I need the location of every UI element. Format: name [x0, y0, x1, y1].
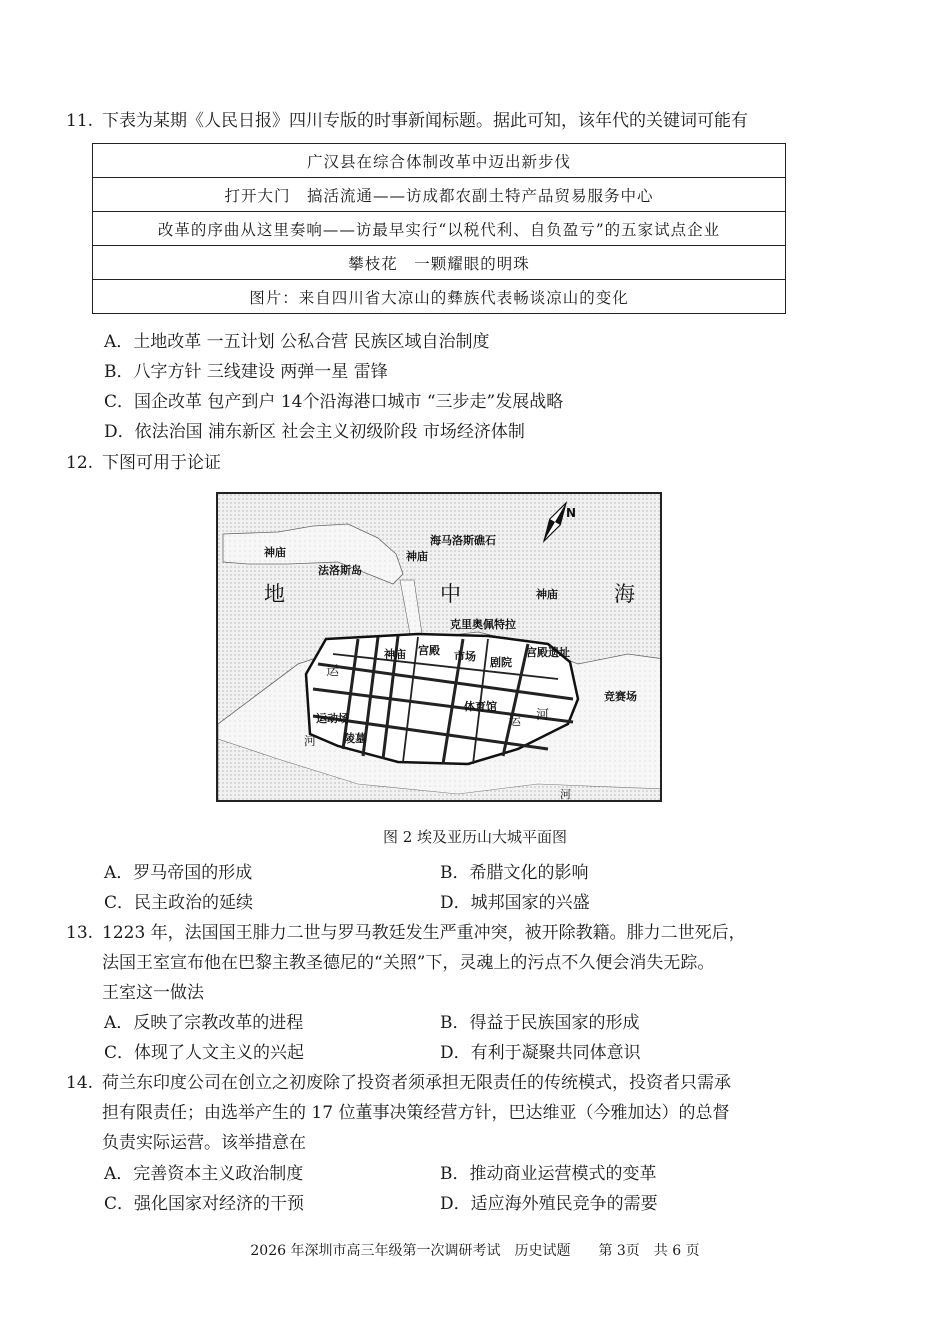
label-sea-hai: 海	[614, 582, 635, 606]
q11-headline-2: 打开大门 搞活流通——访成都农副土特产品贸易服务中心	[93, 178, 786, 212]
q13-option-a: A．反映了宗教改革的进程	[104, 1013, 304, 1033]
label-sea-zhong: 中	[440, 582, 461, 606]
q14-line-3: 负责实际运营。该举措意在	[102, 1133, 306, 1153]
q11-option-a: A．土地改革 一五计划 公私合营 民族区域自治制度	[104, 332, 490, 352]
q14-option-c: C．强化国家对经济的干预	[104, 1194, 305, 1214]
q13-option-d: D．有利于凝聚共同体意识	[440, 1043, 641, 1063]
label-faluosi: 法洛斯岛	[318, 564, 362, 577]
label-palace-1: 宫殿	[418, 644, 440, 657]
label-canal-he-2: 河	[304, 734, 317, 748]
label-temple-2: 神庙	[406, 550, 428, 563]
label-north: N	[566, 506, 577, 520]
q14-number: 14.	[66, 1073, 94, 1093]
q11-headline-4: 攀枝花 一颗耀眼的明珠	[93, 246, 786, 280]
q14-line-2: 担有限责任；由选举产生的 17 位董事决策经营方针，巴达维亚（今雅加达）的总督	[102, 1103, 730, 1123]
q14-option-a: A．完善资本主义政治制度	[104, 1164, 304, 1184]
q11-option-b: B．八字方针 三线建设 两弹一星 雷锋	[104, 362, 388, 382]
q12-option-d: D．城邦国家的兴盛	[440, 893, 590, 913]
q12-number: 12.	[66, 453, 94, 473]
alexandria-map	[216, 492, 662, 802]
q12-stem-text: 下图可用于论证	[102, 453, 221, 473]
q12-option-b: B．希腊文化的影响	[440, 863, 589, 883]
q13-option-b: B．得益于民族国家的形成	[440, 1013, 640, 1033]
label-theater: 剧院	[490, 656, 512, 669]
q13-line-3: 王室这一做法	[102, 983, 204, 1003]
q11-stem-text: 下表为某期《人民日报》四川专版的时事新闻标题。据此可知，该年代的关键词可能有	[102, 111, 748, 131]
q13-line-2: 法国王室宣布他在巴黎主教圣德尼的“关照”下，灵魂上的污点不久便会消失无踪。	[102, 953, 715, 973]
q11-option-d: D．依法治国 浦东新区 社会主义初级阶段 市场经济体制	[104, 422, 525, 442]
q11-option-c: C．国企改革 包产到户 14个沿海港口城市 “三步走”发展战略	[104, 392, 564, 412]
q14-text-1: 荷兰东印度公司在创立之初废除了投资者须承担无限责任的传统模式，投资者只需承	[102, 1073, 731, 1093]
label-tomb: 陵墓	[344, 732, 366, 745]
map-caption: 图 2 埃及亚历山大城平面图	[382, 828, 568, 846]
q12-option-a: A．罗马帝国的形成	[104, 863, 253, 883]
label-sea-di: 地	[264, 582, 285, 606]
page-footer: 2026 年深圳市高三年级第一次调研考试 历史试题 第 3页 共 6 页	[250, 1243, 700, 1259]
q14-option-d: D．适应海外殖民竞争的需要	[440, 1194, 658, 1214]
q11-stem	[66, 106, 748, 136]
q13-option-c: C．体现了人文主义的兴起	[104, 1043, 305, 1063]
label-sports: 运动场	[316, 712, 349, 725]
label-canal-he-3: 河	[560, 788, 571, 801]
q13-number: 13.	[66, 923, 94, 943]
label-temple-1: 神庙	[264, 546, 286, 559]
label-gym: 体育馆	[464, 700, 497, 713]
label-pharos: 海马洛斯礁石	[430, 534, 496, 547]
label-canal-yun-2: 运	[508, 714, 522, 729]
q13-text-1: 1223 年，法国国王腓力二世与罗马教廷发生严重冲突，被开除教籍。腓力二世死后，	[102, 923, 746, 943]
label-cleopatra: 克里奥佩特拉	[450, 618, 516, 631]
q12-option-c: C．民主政治的延续	[104, 893, 254, 913]
label-canal-he-1: 河	[536, 708, 550, 723]
label-stadium: 竞赛场	[604, 690, 637, 703]
label-temple-3: 神庙	[536, 588, 558, 601]
q14-option-b: B．推动商业运营模式的变革	[440, 1164, 657, 1184]
q12-stem	[66, 448, 221, 478]
q11-number: 11.	[66, 111, 94, 131]
label-palace-2: 宫殿遗址	[526, 646, 570, 659]
q14-line-1	[66, 1068, 731, 1098]
label-canal-yun-1: 运	[326, 664, 340, 679]
q11-headline-1: 广汉县在综合体制改革中迈出新步伐	[93, 144, 786, 178]
q13-line-1	[66, 918, 746, 948]
q11-headline-table	[92, 143, 786, 314]
label-market: 市场	[454, 650, 476, 663]
q11-headline-5: 图片：来自四川省大凉山的彝族代表畅谈凉山的变化	[93, 280, 786, 314]
label-temple-4: 神庙	[384, 648, 406, 661]
q11-headline-3: 改革的序曲从这里奏响——访最早实行“以税代利、自负盈亏”的五家试点企业	[93, 212, 786, 246]
